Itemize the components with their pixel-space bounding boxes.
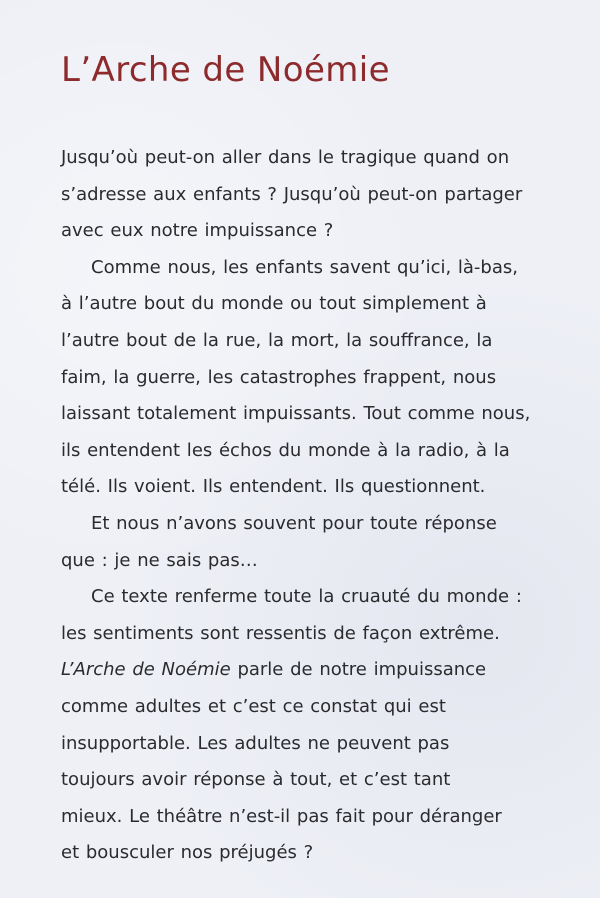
text-line: et bousculer nos préjugés ?: [61, 842, 314, 864]
text-line: ils entendent les échos du monde à la radio, à la: [61, 439, 510, 461]
text-line: faim, la guerre, les catastrophes frappent, nous: [61, 366, 497, 388]
text-line: comme adultes et c’est ce constat qui est: [61, 695, 446, 717]
text-line: mieux. Le théâtre n’est-il pas fait pour déranger: [61, 805, 502, 827]
text-line: insupportable. Les adultes ne peuvent pas: [61, 732, 450, 754]
work-title-italic: L’Arche de Noémie: [61, 659, 231, 681]
paragraph-3: [61, 506, 570, 579]
text-line: Comme nous, les enfants savent qu’ici, là-bas,: [91, 256, 518, 278]
text-line: à l’autre bout du monde ou tout simplement à: [61, 293, 487, 315]
text-line: Jusqu’où peut-on aller dans le tragique quand on: [61, 147, 510, 168]
text-line: [61, 652, 570, 689]
text-line: avec eux notre impuissance ?: [61, 220, 334, 242]
paragraph-2: [61, 250, 570, 506]
paragraph-1: [61, 140, 570, 250]
text-line: télé. Ils voient. Ils entendent. Ils questionnent.: [61, 476, 486, 498]
page-title: L’Arche de Noémie: [61, 50, 390, 90]
text-line: l’autre bout de la rue, la mort, la souffrance, la: [61, 329, 493, 351]
text-line: s’adresse aux enfants ? Jusqu’où peut-on partager: [61, 183, 523, 205]
text-fragment: parle de notre impuissance: [230, 659, 487, 681]
text-line: toujours avoir réponse à tout, et c’est tant: [61, 769, 451, 791]
text-line: Et nous n’avons souvent pour toute réponse: [91, 512, 497, 534]
text-line: que : je ne sais pas…: [61, 549, 258, 571]
text-line: les sentiments sont ressentis de façon extrême.: [61, 622, 500, 644]
body-text: [61, 140, 570, 872]
paragraph-4: [61, 579, 570, 872]
text-line: Ce texte renferme toute la cruauté du monde :: [91, 586, 522, 608]
text-line: laissant totalement impuissants. Tout comme nous,: [61, 403, 531, 425]
